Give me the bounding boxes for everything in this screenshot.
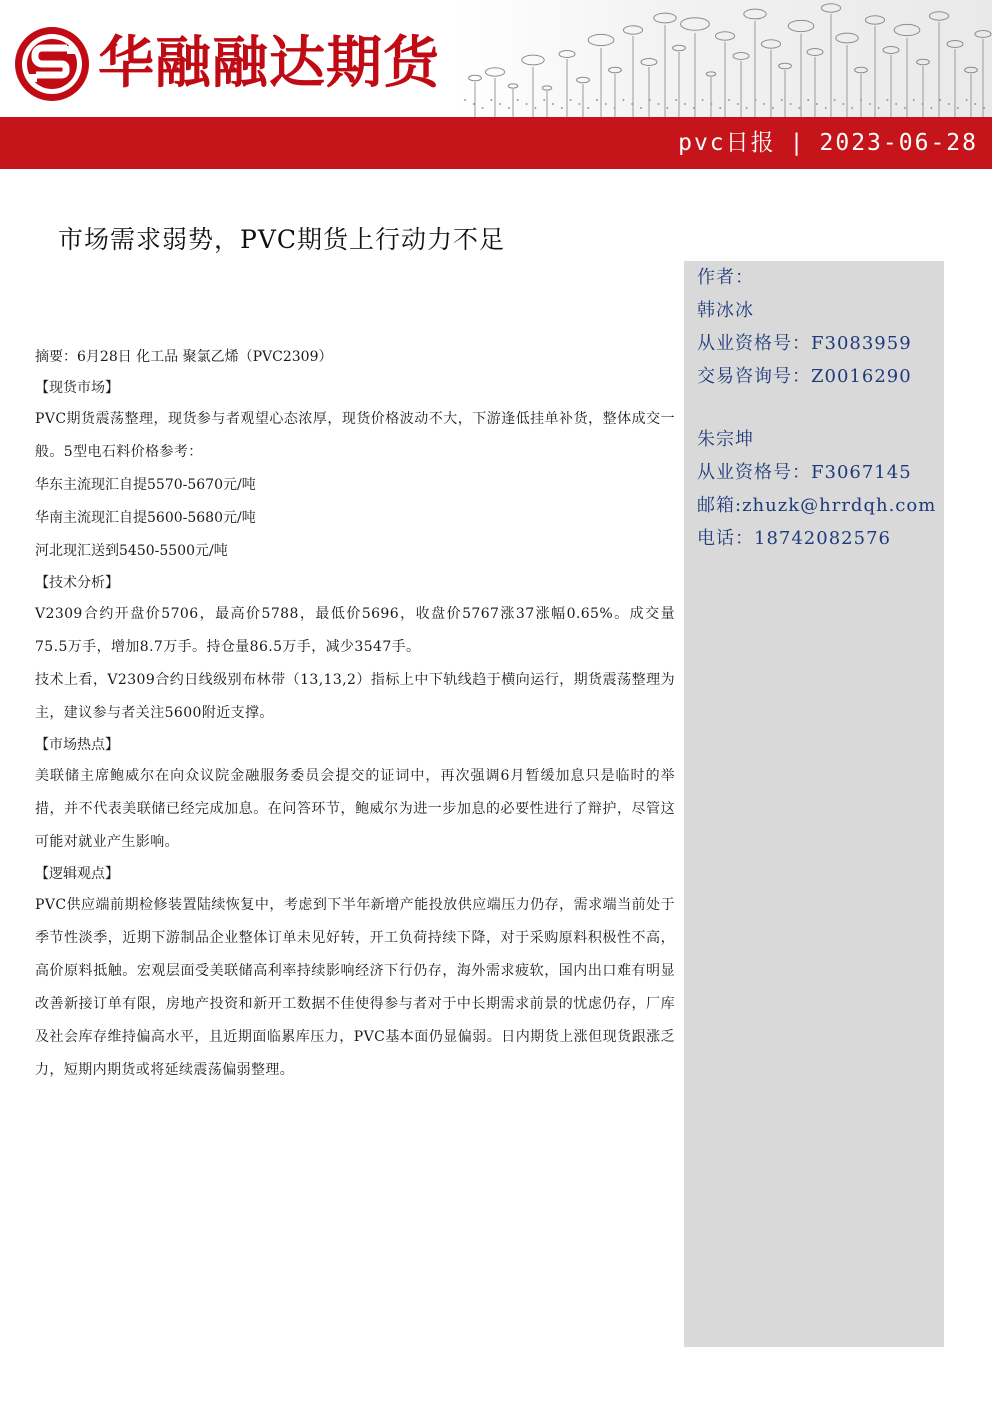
author-name: 韩冰冰 bbox=[697, 300, 754, 321]
report-title bbox=[678, 117, 978, 169]
author-license: 从业资格号：F3067145 bbox=[697, 462, 912, 483]
report-header bbox=[0, 0, 992, 170]
report-name: pvc日报 bbox=[678, 130, 776, 156]
spot-price-east: 华东主流现汇自提5570-5670元/吨 bbox=[35, 477, 256, 493]
author-sidebar bbox=[684, 261, 944, 1347]
section-title-technical: 【技术分析】 bbox=[35, 575, 119, 591]
company-name: 华融融达期货 bbox=[98, 31, 440, 96]
technical-text-prices: V2309合约开盘价5706，最高价5788，最低价5696，收盘价5767涨37涨幅0.65%。成交量75.5万手，增加8.7万手。持仓量86.5万手，减少3547手。 bbox=[35, 606, 675, 655]
author-advisory-license: 交易咨询号：Z0016290 bbox=[697, 366, 912, 387]
author-phone: 电话：18742082576 bbox=[697, 528, 891, 549]
report-body bbox=[35, 342, 675, 1087]
company-logo-icon bbox=[12, 24, 92, 104]
hotspot-text: 美联储主席鲍威尔在向众议院金融服务委员会提交的证词中，再次强调6月暂缓加息只是临时的举措，并不代表美联储已经完成加息。在问答环节，鲍威尔为进一步加息的必要性进行了辩护，尽管这可能对就业产生影响。 bbox=[35, 768, 675, 850]
author-label: 作者： bbox=[697, 267, 754, 288]
spot-price-south: 华南主流现汇自提5600-5680元/吨 bbox=[35, 510, 256, 526]
technical-text-outlook: 技术上看，V2309合约日线级别布林带（13,13,2）指标上中下轨线趋于横向运行，期货震荡整理为主，建议参与者关注5600附近支撑。 bbox=[35, 672, 675, 721]
headline: 市场需求弱势，PVC期货上行动力不足 bbox=[58, 225, 506, 254]
abstract: 摘要：6月28日 化工品 聚氯乙烯（PVC2309） bbox=[35, 349, 333, 365]
spot-market-text: PVC期货震荡整理，现货参与者观望心态浓厚，现货价格波动不大，下游逢低挂单补货，整体成交一般。5型电石料价格参考： bbox=[35, 411, 675, 460]
author-info bbox=[697, 261, 942, 555]
author-name: 朱宗坤 bbox=[697, 429, 754, 450]
logic-text: PVC供应端前期检修装置陆续恢复中，考虑到下半年新增产能投放供应端压力仍存，需求端当前处于季节性淡季，近期下游制品企业整体订单未见好转，开工负荷持续下降，对于采购原料积极性不高，高价原料抵触。宏观层面受美联储高利率持续影响经济下行仍存，海外需求疲软，国内出口难有明显改善新接订单有限，房地产投资和新开工数据不佳使得参与者对于中长期需求前景的忧虑仍存，厂库及社会库存维持偏高水平，且近期面临累库压力，PVC基本面仍显偏弱。日内期货上涨但现货跟涨乏力，短期内期货或将延续震荡偏弱整理。 bbox=[35, 897, 675, 1078]
author-email: 邮箱:zhuzk@hrrdqh.com bbox=[697, 495, 937, 516]
author-license: 从业资格号：F3083959 bbox=[697, 333, 912, 354]
section-title-hotspot: 【市场热点】 bbox=[35, 737, 119, 753]
section-title-spot: 【现货市场】 bbox=[35, 380, 119, 396]
title-separator: | bbox=[789, 130, 806, 156]
spot-price-hebei: 河北现汇送到5450-5500元/吨 bbox=[35, 543, 228, 559]
section-title-logic: 【逻辑观点】 bbox=[35, 866, 119, 882]
report-date: 2023-06-28 bbox=[819, 130, 978, 156]
report-title-bar bbox=[0, 117, 992, 169]
decorative-pattern bbox=[455, 0, 992, 118]
